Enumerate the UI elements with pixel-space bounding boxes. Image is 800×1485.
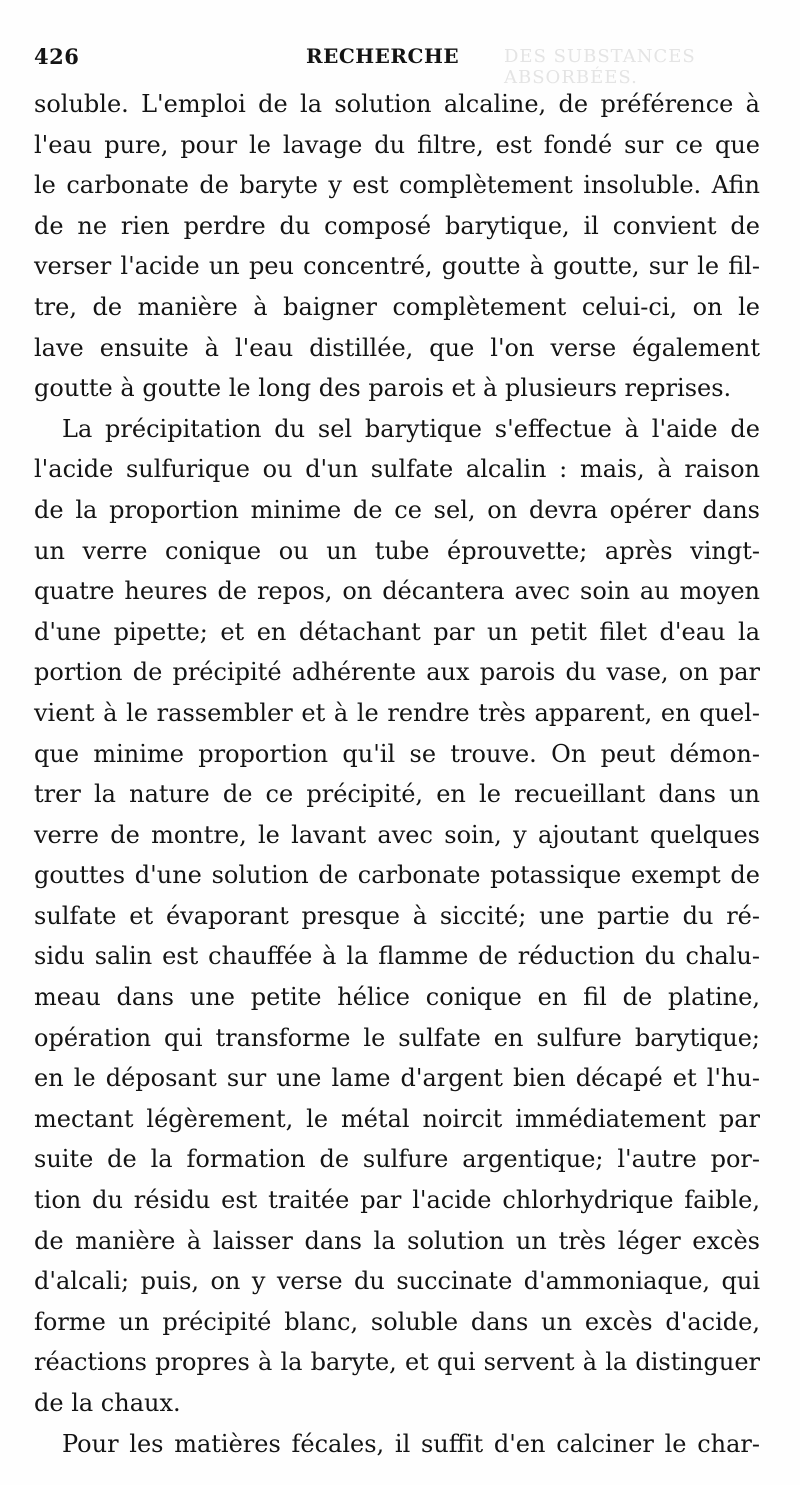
text-line: tre, de manière à baigner complètement celui-ci, on le — [34, 292, 760, 321]
text-line: opération qui transforme le sulfate en sulfure barytique; — [34, 1023, 760, 1052]
text-line: l'acide sulfurique ou d'un sulfate alcalin : mais, à raison — [34, 455, 760, 484]
body-text — [34, 84, 760, 1464]
text-line: soluble. L'emploi de la solution alcaline, de préférence à — [34, 90, 760, 118]
text-line: en le déposant sur une lame d'argent bien décapé et l'hu- — [34, 1064, 760, 1093]
text-line: de la proportion minime de ce sel, on devra opérer dans — [34, 495, 760, 524]
text-line: d'une pipette; et en détachant par un petit filet d'eau la — [34, 617, 760, 646]
text-line: suite de la formation de sulfure argentique; l'autre por- — [34, 1145, 760, 1174]
text-line: trer la nature de ce précipité, en le recueillant dans un — [34, 780, 760, 809]
text-line: verser l'acide un peu concentré, goutte à goutte, sur le fil- — [34, 252, 760, 281]
text-line: gouttes d'une solution de carbonate potassique exempt de — [34, 861, 760, 890]
text-line: verre de montre, le lavant avec soin, y ajoutant quelques — [34, 820, 760, 849]
text-line: de la chaux. — [34, 1389, 181, 1417]
text-line: d'alcali; puis, on y verse du succinate d'ammoniaque, qui — [34, 1267, 760, 1296]
text-line: que minime proportion qu'il se trouve. On peut démon- — [34, 739, 760, 768]
bleed-through-text: DES SUBSTANCES ABSORBÉES. — [504, 46, 696, 88]
text-line: portion de précipité adhérente aux parois du vase, on par — [34, 658, 760, 687]
text-line: quatre heures de repos, on décantera avec soin au moyen — [34, 577, 760, 606]
text-line: un verre conique ou un tube éprouvette; après vingt- — [34, 536, 760, 565]
text-line: réactions propres à la baryte, et qui servent à la distinguer — [34, 1348, 760, 1377]
text-line: meau dans une petite hélice conique en fil de platine, — [34, 983, 760, 1012]
running-title: RECHERCHE — [306, 44, 460, 68]
text-line: forme un précipité blanc, soluble dans un excès d'acide, — [34, 1307, 760, 1336]
paragraph-start-line: La précipitation du sel barytique s'effectue à l'aide de — [62, 414, 760, 443]
text-line: l'eau pure, pour le lavage du filtre, est fondé sur ce que — [34, 130, 760, 159]
text-line: vient à le rassembler et à le rendre très apparent, en quel- — [34, 698, 760, 727]
text-line: goutte à goutte le long des parois et à plusieurs reprises. — [34, 374, 732, 403]
page-number: 426 — [34, 44, 80, 69]
text-line: sulfate et évaporant presque à siccité; une partie du ré- — [34, 901, 760, 930]
page-header — [34, 44, 764, 88]
text-line: le carbonate de baryte y est complètement insoluble. Afin — [34, 171, 760, 200]
text-line: sidu salin est chauffée à la flamme de réduction du chalu- — [34, 942, 760, 971]
text-line: tion du résidu est traitée par l'acide chlorhydrique faible, — [34, 1186, 760, 1215]
text-line: mectant légèrement, le métal noircit immédiatement par — [34, 1104, 760, 1133]
text-line: lave ensuite à l'eau distillée, que l'on verse également — [34, 333, 760, 362]
text-line: de manière à laisser dans la solution un très léger excès — [34, 1226, 760, 1255]
paragraph-start-line: Pour les matières fécales, il suffit d'en calciner le char- — [62, 1429, 760, 1458]
text-line: de ne rien perdre du composé barytique, il convient de — [34, 211, 760, 240]
